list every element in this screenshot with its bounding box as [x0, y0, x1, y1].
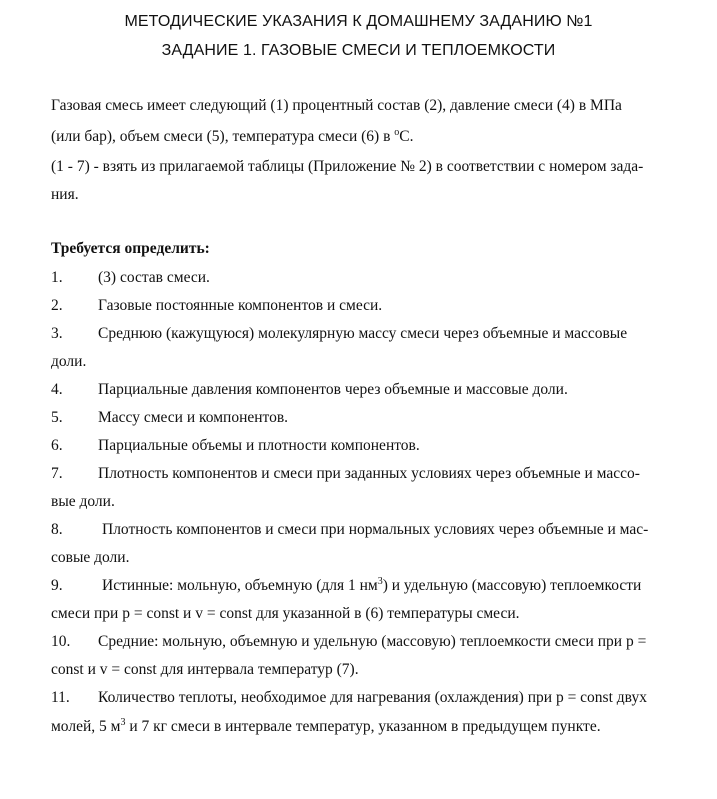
item-text: Плотность компонентов и смеси при нормальных условиях через объемные и мас- [102, 521, 649, 538]
list-item [51, 521, 648, 539]
item-number: 2. [51, 297, 63, 314]
item-text: молей, 5 м [51, 718, 121, 735]
list-item [51, 437, 420, 455]
item-number: 10. [51, 633, 71, 650]
intro-line-4: ния. [51, 186, 79, 203]
list-item-continuation: вые доли. [51, 493, 115, 510]
list-item-continuation: const и v = const для интервала температур (7). [51, 661, 359, 678]
item-number: 1. [51, 269, 63, 286]
item-number: 9. [51, 577, 63, 594]
item-number: 5. [51, 409, 63, 426]
intro-line-2-unit: C. [399, 128, 414, 145]
document-title: МЕТОДИЧЕСКИЕ УКАЗАНИЯ К ДОМАШНЕМУ ЗАДАНИЮ №1 [124, 13, 593, 30]
list-item [51, 633, 646, 651]
list-item-continuation: доли. [51, 353, 87, 370]
list-item-continuation [51, 718, 601, 736]
list-item-continuation: совые доли. [51, 549, 130, 566]
list-item [51, 689, 647, 707]
list-item [51, 269, 210, 287]
list-item [51, 465, 640, 483]
intro-line-2 [51, 128, 414, 146]
item-text: и 7 кг смеси в интервале температур, указанном в предыдущем пункте. [125, 718, 601, 735]
item-text: Парциальные объемы и плотности компонентов. [98, 437, 420, 454]
item-number: 3. [51, 325, 63, 342]
superscript: 3 [120, 717, 126, 728]
task-title: ЗАДАНИЕ 1. ГАЗОВЫЕ СМЕСИ И ТЕПЛОЕМКОСТИ [161, 42, 556, 59]
item-text: Количество теплоты, необходимое для нагревания (охлаждения) при р = const двух [98, 689, 647, 706]
item-text: Массу смеси и компонентов. [98, 409, 289, 426]
list-item [51, 409, 288, 427]
required-heading: Требуется определить: [51, 240, 210, 257]
item-number: 11. [51, 689, 70, 706]
item-text: Средние: мольную, объемную и удельную (массовую) теплоемкости смеси при р = [98, 633, 647, 650]
item-number: 6. [51, 437, 63, 454]
item-text: Парциальные давления компонентов через объемные и массовые доли. [98, 381, 568, 398]
item-text: (3) состав смеси. [98, 269, 210, 286]
intro-line-3: (1 - 7) - взять из прилагаемой таблицы (Приложение № 2) в соответствии с номером зада- [51, 158, 644, 175]
list-item [51, 325, 627, 343]
intro-line-1: Газовая смесь имеет следующий (1) процентный состав (2), давление смеси (4) в МПа [51, 97, 622, 114]
list-item [51, 297, 382, 315]
item-number: 8. [51, 521, 63, 538]
item-text: Газовые постоянные компонентов и смеси. [98, 297, 383, 314]
item-text: Плотность компонентов и смеси при заданных условиях через объемные и массо- [98, 465, 640, 482]
item-number: 7. [51, 465, 63, 482]
intro-line-2-text: (или бар), объем смеси (5), температура смеси (6) в [51, 128, 395, 145]
list-item [51, 577, 641, 595]
item-text: Истинные: мольную, объемную (для 1 нм [102, 577, 378, 594]
item-text: ) и удельную (массовую) теплоемкости [382, 577, 642, 594]
degree-sup: o [394, 127, 400, 138]
superscript: 3 [377, 576, 383, 587]
item-number: 4. [51, 381, 63, 398]
list-item-continuation: смеси при р = const и v = const для указанной в (6) температуры смеси. [51, 605, 520, 622]
list-item [51, 381, 568, 399]
item-text: Среднюю (кажущуюся) молекулярную массу смеси через объемные и массовые [98, 325, 628, 342]
